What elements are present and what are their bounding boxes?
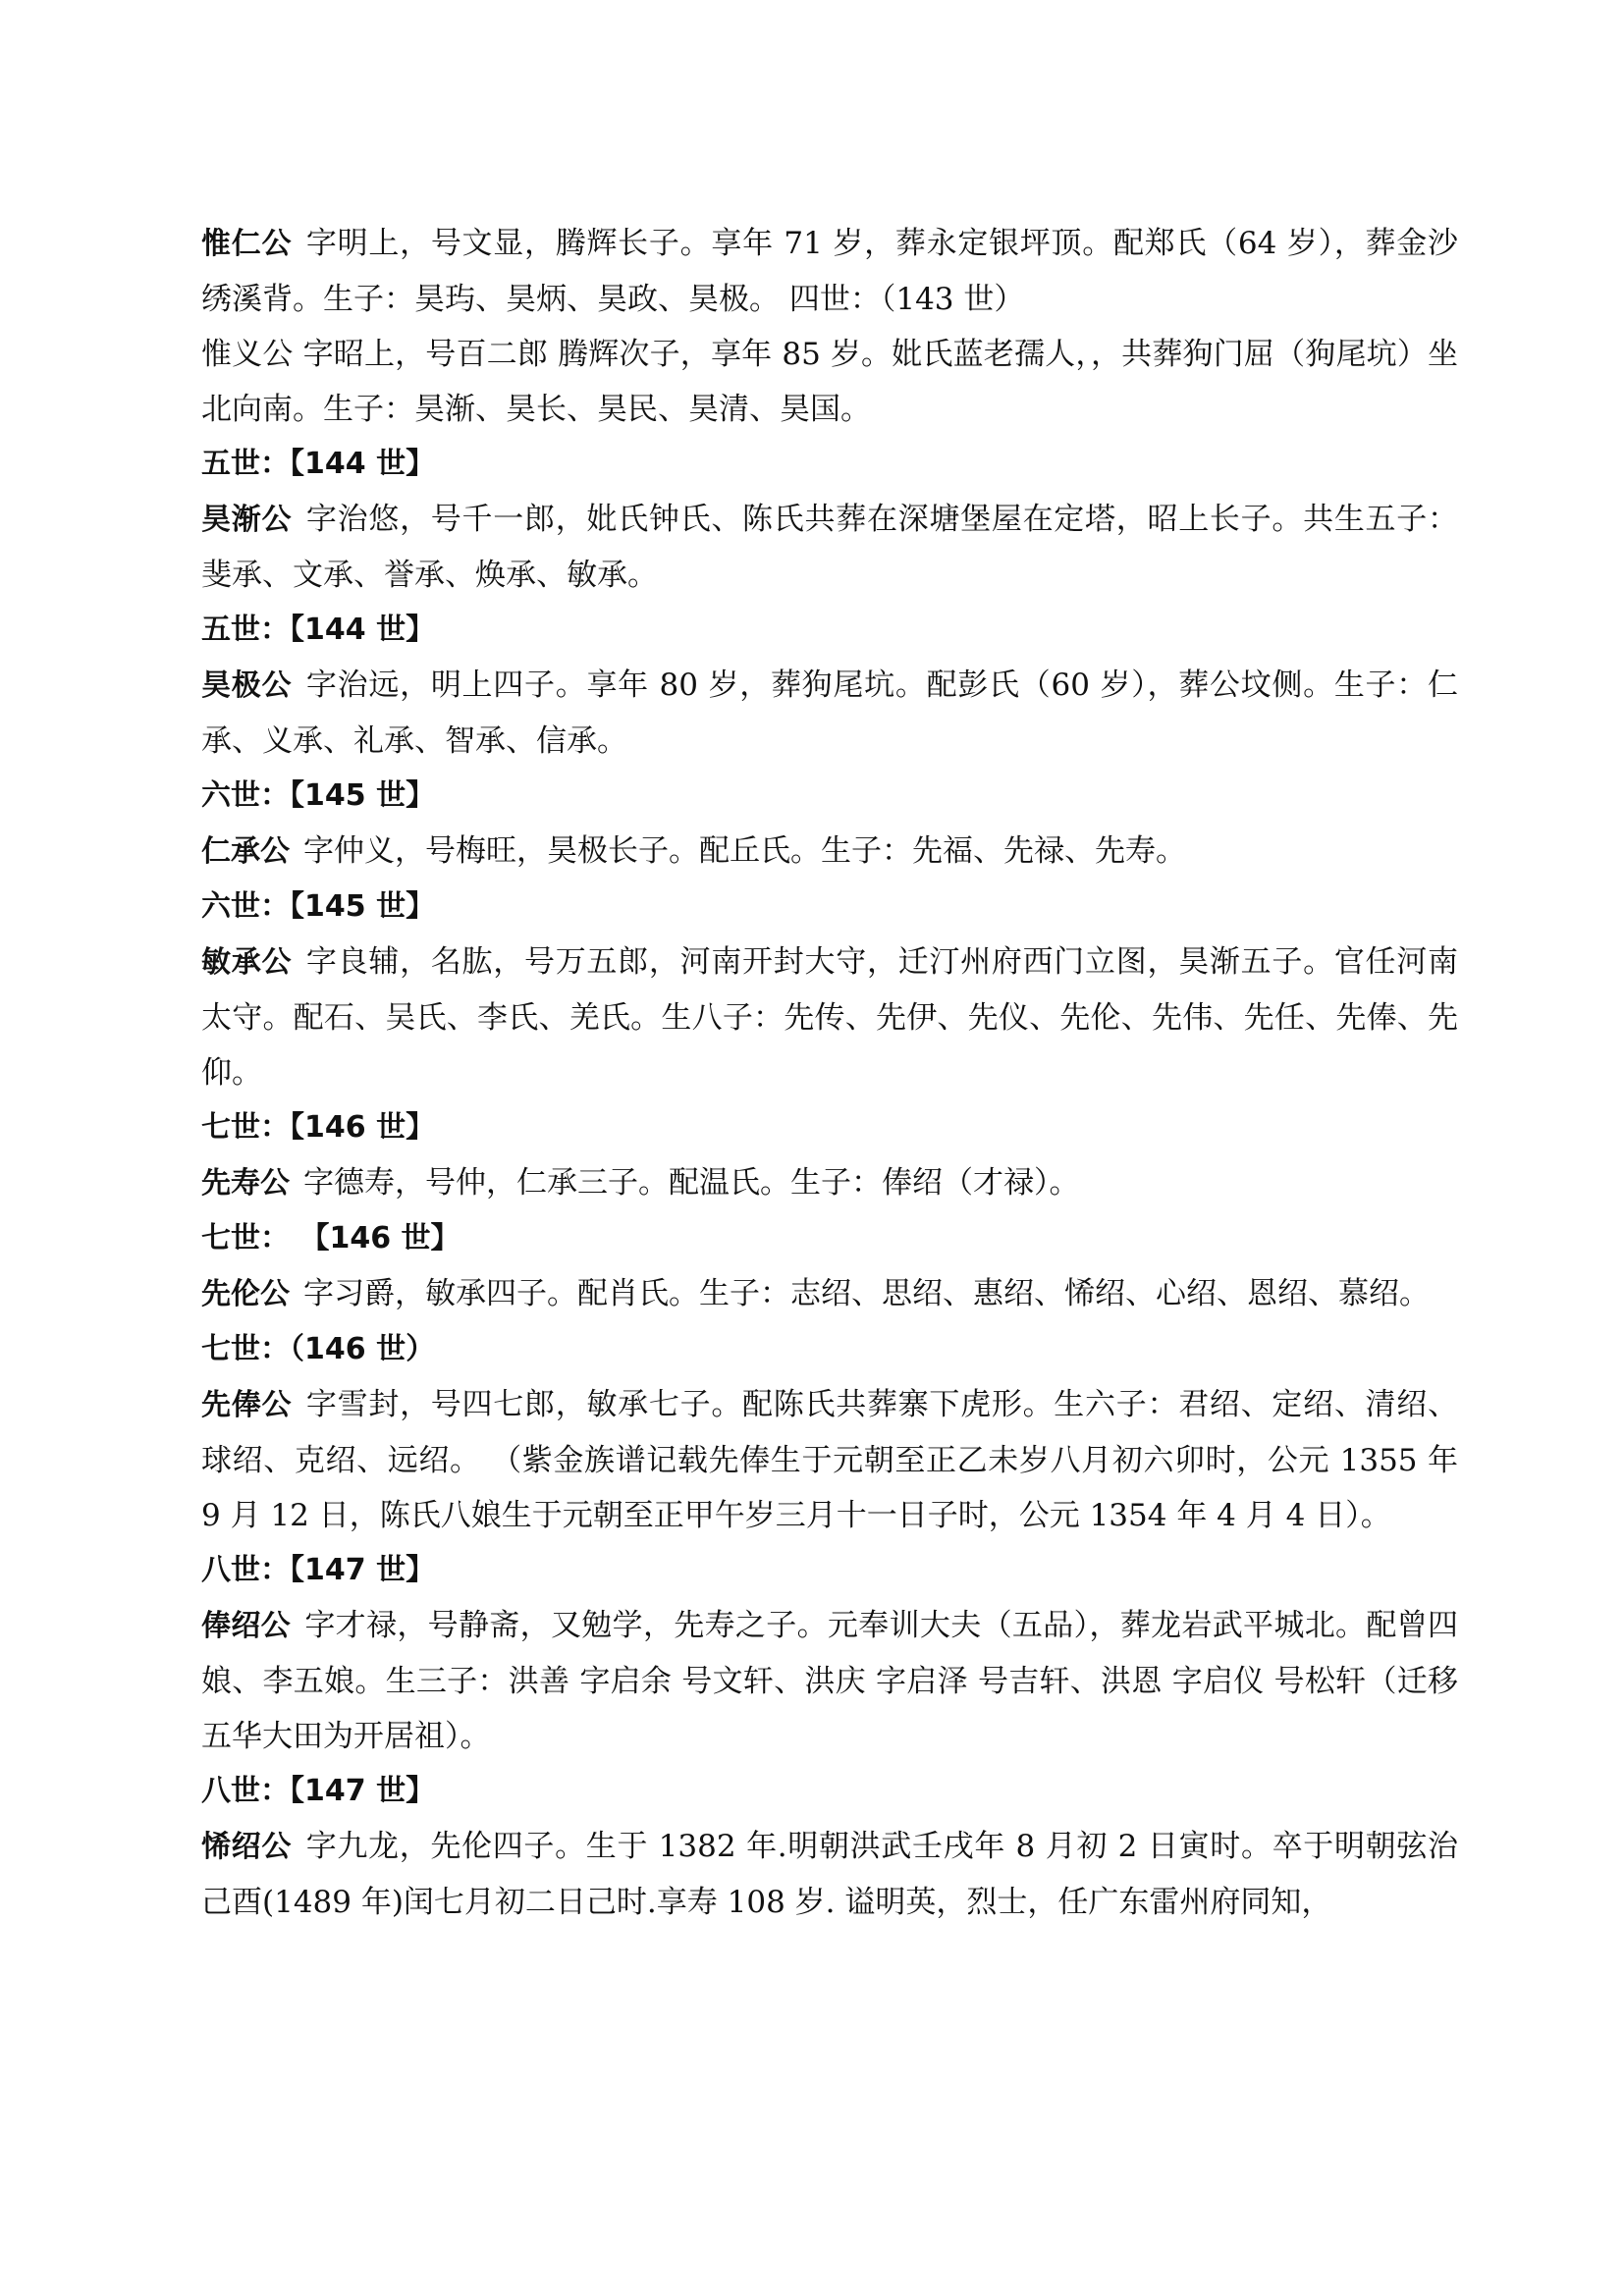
entry-text: 字明上，号文显，腾辉长子。享年 71 岁，葬永定银坪顶。配郑氏（64 岁），葬金沙绣溪背。生子：昊玙、昊炳、昊政、昊极。 四世：（143 世）: [201, 226, 1459, 317]
generation-heading: 七世： 【146 世】: [201, 1221, 460, 1255]
generation-heading: 五世：【144 世】: [201, 613, 436, 647]
entry-text: 字治悠，号千一郎，妣氏钟氏、陈氏共葬在深塘堡屋在定塔，昭上长子。共生五子：斐承、文承、誉承、焕承、敏承。: [201, 502, 1459, 593]
generation-heading: 五世：【144 世】: [201, 447, 436, 481]
entry-name: 昊渐公: [201, 503, 293, 537]
entry-name: 仁承公: [201, 834, 290, 869]
entry-name: 悕绍公: [201, 1830, 293, 1864]
entry-text: 字习爵，敏承四子。配肖氏。生子：志绍、思绍、惠绍、悕绍、心绍、恩绍、慕绍。: [303, 1276, 1430, 1311]
entry-text: 字仲义，号梅旺，昊极长子。配丘氏。生子：先福、先禄、先寿。: [303, 833, 1186, 869]
generation-heading: 七世：【146 世】: [201, 1110, 436, 1145]
entry-fengshao: [201, 1598, 1458, 1764]
generation-heading: 七世：（146 世）: [201, 1332, 436, 1366]
genealogy-page: [201, 216, 1458, 1930]
generation-heading: 八世：【147 世】: [201, 1553, 436, 1587]
entry-name: 俸绍公: [201, 1609, 291, 1643]
entry-rencheng: [201, 824, 1458, 880]
entry-haoji: [201, 658, 1458, 769]
entry-text: 字才禄，号静斋，又勉学，先寿之子。元奉训大夫（五品），葬龙岩武平城北。配曾四娘、李五娘。生三子：洪善 字启余 号文轩、洪庆 字启泽 号吉轩、洪恩 字启仪 号松轩（迁移五华大田为开居祖）。: [201, 1608, 1459, 1754]
entry-text: 字良辅，名肱，号万五郎，河南开封大守，迁汀州府西门立图，昊渐五子。官任河南太守。配石、吴氏、李氏、羌氏。生八子：先传、先伊、先仪、先伦、先伟、先任、先俸、先仰。: [201, 944, 1459, 1091]
entry-weiyi: [201, 327, 1458, 437]
entry-text: 惟义公 字昭上，号百二郎 腾辉次子，享年 85 岁。妣氏蓝老孺人，，共葬狗门屈（狗尾坑）坐北向南。生子：昊渐、昊长、昊民、昊清、昊国。: [201, 337, 1458, 427]
entry-xianfeng: [201, 1377, 1458, 1543]
entry-text: 字九龙，先伦四子。生于 1382 年.明朝洪武壬戌年 8 月初 2 日寅时。卒于明朝弦治己酉(1489 年)闰七月初二日己时.享寿 108 岁. 谥明英，烈士，任广东雷州府同知，: [201, 1829, 1458, 1920]
entry-name: 敏承公: [201, 945, 293, 980]
entry-name: 先寿公: [201, 1166, 290, 1201]
entry-xianlun: [201, 1266, 1458, 1322]
entry-name: 先俸公: [201, 1388, 293, 1422]
entry-text: 字德寿，号仲，仁承三子。配温氏。生子：俸绍（才禄）。: [303, 1165, 1080, 1201]
entry-name: 惟仁公: [201, 227, 293, 261]
generation-heading: 六世：【145 世】: [201, 778, 436, 813]
entry-weiren: [201, 216, 1458, 327]
entry-haojian: [201, 492, 1458, 603]
generation-heading: 八世：【147 世】: [201, 1774, 436, 1808]
entry-xianshou: [201, 1155, 1458, 1211]
entry-xishao: [201, 1819, 1458, 1930]
entry-name: 昊极公: [201, 668, 293, 703]
entry-name: 先伦公: [201, 1277, 290, 1311]
generation-heading: 六世：【145 世】: [201, 889, 436, 924]
entry-mincheng: [201, 934, 1458, 1100]
entry-text: 字治远，明上四子。享年 80 岁，葬狗尾坑。配彭氏（60 岁），葬公坟侧。生子：仁承、义承、礼承、智承、信承。: [201, 667, 1459, 759]
entry-text: 字雪封，号四七郎，敏承七子。配陈氏共葬寨下虎形。生六子：君绍、定绍、清绍、球绍、克绍、远绍。 （紫金族谱记载先俸生于元朝至正乙未岁八月初六卯时，公元 1355 年 9 月 12 日，陈氏八娘生于元朝至正甲午岁三月十一日子时，公元 1354 年 4 月 4 日）。: [201, 1387, 1459, 1533]
